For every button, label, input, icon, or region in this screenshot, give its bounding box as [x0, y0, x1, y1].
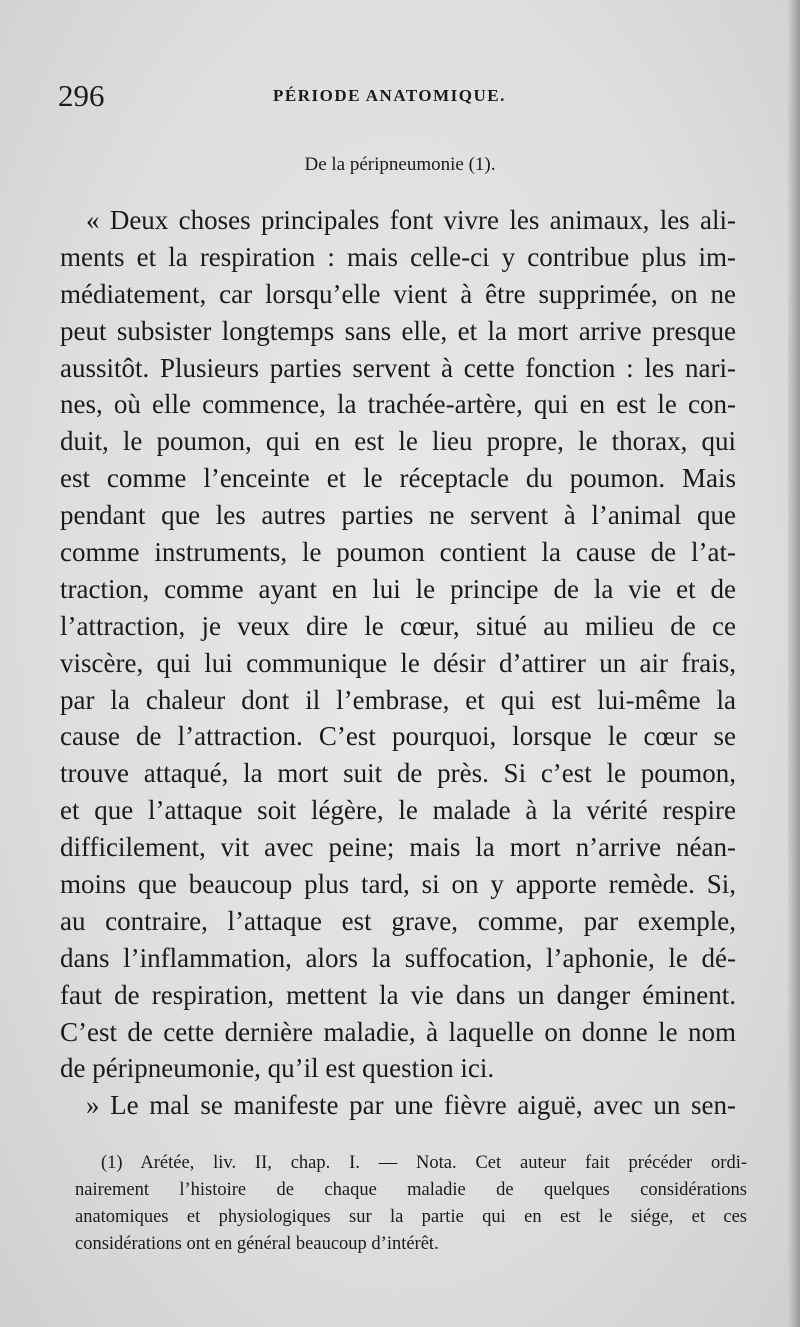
body-line: médiatement, car lorsqu’elle vient à être supprimée, on ne — [60, 278, 736, 309]
footnote-line: anatomiques et physiologiques sur la partie qui en est le siége, et ces — [75, 1207, 747, 1227]
body-line: duit, le poumon, qui en est le lieu propre, le thorax, qui — [60, 426, 736, 457]
body-line: « Deux choses principales font vivre les animaux, les ali- — [86, 205, 736, 235]
body-line: dans l’inflammation, alors la suffocation, l’aphonie, le dé- — [60, 942, 736, 973]
footnote-line: nairement l’histoire de chaque maladie de quelques considérations — [75, 1180, 747, 1200]
body-line: nes, où elle commence, la trachée-artère, qui en est le con- — [60, 389, 736, 420]
body-line: » Le mal se manifeste par une fièvre aiguë, avec un sen- — [86, 1090, 736, 1121]
body-line: l’attraction, je veux dire le cœur, situé au milieu de ce — [60, 610, 736, 641]
body-line: par la chaleur dont il l’embrase, et qui est lui-même la — [60, 684, 736, 715]
body-line: C’est de cette dernière maladie, à laquelle on donne le nom — [60, 1016, 736, 1047]
body-line: aussitôt. Plusieurs parties servent à cette fonction : les nari- — [60, 352, 736, 383]
body-line: moins que beaucoup plus tard, si on y apporte remède. Si, — [60, 869, 736, 900]
footnote-line: considérations ont en général beaucoup d’intérêt. — [75, 1234, 439, 1254]
body-line: traction, comme ayant en lui le principe de la vie et de — [60, 573, 736, 604]
body-line: trouve attaqué, la mort suit de près. Si c’est le poumon, — [60, 758, 736, 789]
body-line: cause de l’attraction. C’est pourquoi, lorsque le cœur se — [60, 721, 736, 752]
body-line: pendant que les autres parties ne servent à l’animal que — [60, 500, 736, 531]
body-line: au contraire, l’attaque est grave, comme, par exemple, — [60, 905, 736, 936]
body-line: de péripneumonie, qu’il est question ici. — [60, 1053, 495, 1084]
footnote-line: (1) Arétée, liv. II, chap. I. — Nota. Cet auteur fait précéder ordi- — [101, 1153, 747, 1173]
body-line: difficilement, vit avec peine; mais la mort n’arrive néan- — [60, 832, 736, 863]
page-number: 296 — [58, 78, 105, 113]
running-title: PÉRIODE ANATOMIQUE. — [273, 86, 506, 105]
body-line: ments et la respiration : mais celle-ci y contribue plus im- — [60, 241, 736, 272]
body-line: viscère, qui lui communique le désir d’attirer un air frais, — [60, 647, 736, 678]
section-title: De la péripneumonie (1). — [304, 154, 496, 175]
body-line: peut subsister longtemps sans elle, et la mort arrive presque — [60, 315, 736, 346]
running-head — [58, 78, 748, 118]
body-line: faut de respiration, mettent la vie dans un danger éminent. — [60, 979, 736, 1010]
body-line: comme instruments, le poumon contient la cause de l’at- — [60, 537, 736, 568]
body-line: est comme l’enceinte et le réceptacle du poumon. Mais — [60, 463, 736, 494]
body-line: et que l’attaque soit légère, le malade à la vérité respire — [60, 795, 736, 826]
footnotes — [75, 1150, 747, 1258]
body-text — [60, 202, 736, 1124]
page-edge-shadow — [788, 0, 800, 1327]
